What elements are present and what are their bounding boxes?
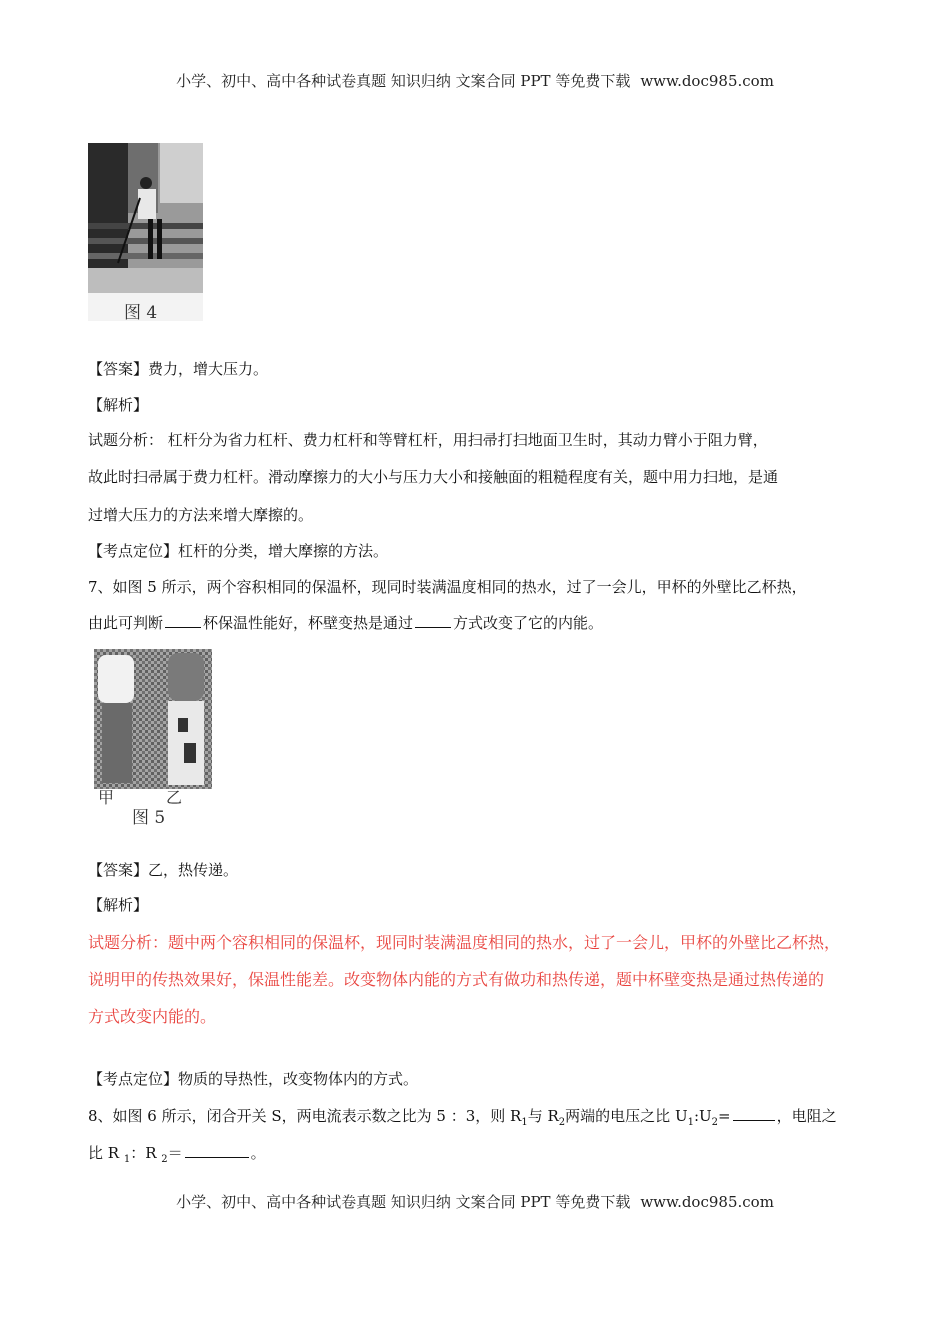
q8-text-c: 两端的电压之比 U — [565, 1107, 688, 1125]
q8-text-d: :U — [693, 1107, 712, 1125]
q7-analysis-line-1: 试题分析：题中两个容积相同的保温杯，现同时装满温度相同的热水，过了一会儿，甲杯的外壁比乙杯热， — [88, 933, 841, 952]
figure-4 — [88, 143, 203, 321]
q8-text-i: ＝ — [167, 1144, 183, 1162]
q6-analysis-title: 【解析】 — [88, 396, 149, 414]
q6-kaodian: 【考点定位】杠杆的分类，增大摩擦的方法。 — [88, 542, 389, 560]
q7-question-line-2 — [88, 612, 603, 633]
q7-kaodian: 【考点定位】物质的导热性，改变物体内的方式。 — [88, 1070, 419, 1088]
q7-blank-1 — [165, 613, 201, 628]
figure-5-label-left: 甲 — [98, 788, 115, 807]
q8-text-j: 。 — [250, 1144, 266, 1162]
q6-analysis-line-2: 故此时扫帚属于费力杠杆。滑动摩擦力的大小与压力大小和接触面的粗糙程度有关，题中用力扫地，是通 — [88, 468, 779, 486]
q7-analysis-title: 【解析】 — [88, 896, 149, 914]
figure-4-caption: 图 4 — [124, 303, 158, 323]
q7-text-a: 由此可判断 — [88, 614, 164, 632]
q7-answer: 【答案】乙，热传递。 — [88, 861, 239, 879]
q8-blank-1 — [733, 1106, 775, 1121]
q8-text-e: = — [718, 1107, 731, 1125]
q8-sub-r2b: 2 — [161, 1154, 168, 1165]
header-text: 小学、初中、高中各种试卷真题 知识归纳 文案合同 PPT 等免费下载 — [176, 72, 631, 90]
q7-analysis-line-3: 方式改变内能的。 — [88, 1007, 217, 1026]
header-site: www.doc985.com — [640, 72, 774, 90]
q8-text-b: 与 R — [527, 1107, 559, 1125]
page-header — [0, 70, 950, 91]
figure-4-photo — [88, 143, 203, 321]
q7-analysis-line-2: 说明甲的传热效果好，保温性能差。改变物体内能的方式有做功和热传递，题中杯壁变热是通过热传递的 — [88, 970, 825, 989]
q7-text-c: 方式改变了它的内能。 — [453, 614, 604, 632]
q8-sub-r1b: 1 — [123, 1154, 131, 1165]
figure-5-label-right: 乙 — [166, 788, 183, 807]
q6-analysis-line-1: 试题分析： 杠杆分为省力杠杆、费力杠杆和等臂杠杆，用扫帚打扫地面卫生时，其动力臂小于阻力臂， — [88, 431, 768, 449]
q7-blank-2 — [415, 613, 451, 628]
q8-text-a: 8、如图 6 所示，闭合开关 S，两电流表示数之比为 5 ：3，则 R — [88, 1107, 522, 1125]
page-footer — [0, 1191, 950, 1212]
footer-text: 小学、初中、高中各种试卷真题 知识归纳 文案合同 PPT 等免费下载 — [176, 1193, 631, 1211]
q8-question-line-1 — [88, 1105, 837, 1128]
q8-text-f: ，电阻之 — [776, 1107, 837, 1125]
footer-site: www.doc985.com — [640, 1193, 774, 1211]
figure-5-caption: 图 5 — [132, 808, 166, 828]
q7-question-line-1: 7、如图 5 所示，两个容积相同的保温杯，现同时装满温度相同的热水，过了一会儿，甲杯的外壁比乙杯热， — [88, 578, 807, 596]
q8-sub-r1: 1 — [521, 1117, 528, 1128]
q8-sub-r2: 2 — [558, 1117, 566, 1128]
figure-5 — [88, 643, 220, 828]
q6-answer: 【答案】费力，增大压力。 — [88, 360, 269, 378]
q8-question-line-2 — [88, 1142, 266, 1165]
q8-text-h: ：R — [130, 1144, 162, 1162]
q8-sub-u1: 1 — [687, 1117, 694, 1128]
q8-blank-2 — [185, 1143, 249, 1158]
q8-text-g: 比 R — [88, 1144, 124, 1162]
q8-sub-u2: 2 — [711, 1117, 719, 1128]
q7-text-b: 杯保温性能好，杯壁变热是通过 — [203, 614, 414, 632]
q6-analysis-line-3: 过增大压力的方法来增大摩擦的。 — [88, 506, 314, 524]
